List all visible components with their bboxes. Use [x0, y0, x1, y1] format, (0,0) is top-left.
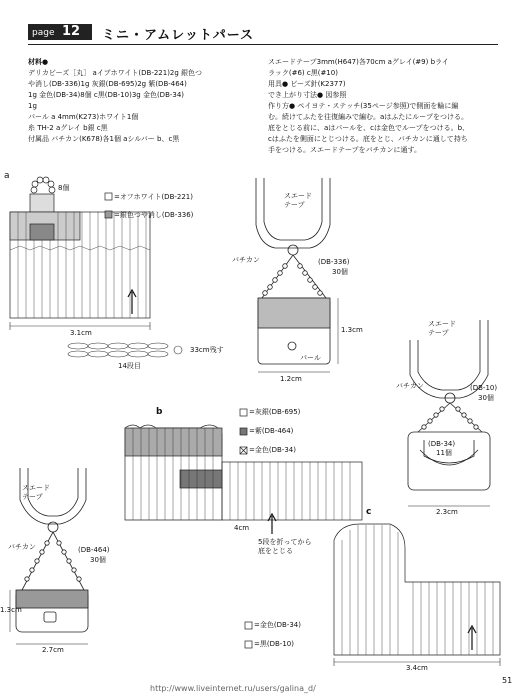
diagram-c2-bead-count: 30個 — [478, 394, 494, 402]
legend-c-2: =黒(DB-10) — [254, 640, 294, 648]
diagram-a-loop-count: 14段目 — [118, 362, 141, 370]
legend-swatch-c-black — [245, 641, 252, 648]
materials-left-line: や消し(DB-336)1g 灰銀(DB-695)2g 紫(DB-464) — [28, 80, 187, 88]
diagram-c-grid — [342, 525, 493, 655]
loop-detail-a — [68, 343, 182, 357]
materials-right-line: む。続けてふたを往復編みで編む。aはふたにループをつける。 — [268, 113, 468, 121]
diagram-a-loop-note: 33cm残す — [190, 346, 224, 354]
materials-right-line: 底をとじる前に、aはパールを、cは金色でループをつける。b、 — [268, 124, 470, 132]
page-number-header: 12 — [62, 24, 81, 39]
diagram-c2-inner-count: 11個 — [436, 449, 452, 457]
materials-left-line: 1g — [28, 102, 37, 110]
footer-url: http://www.liveinternet.ru/users/galina_d/ — [150, 684, 316, 693]
diagram-b2-width: 2.7cm — [42, 646, 64, 654]
diagram-a-width: 3.1cm — [70, 329, 92, 337]
diagram-a2-bead-count: 30個 — [332, 268, 348, 276]
materials-right-line: cはふたを側面にとじつける。底をとじ、バチカンに通して持ち — [268, 135, 468, 143]
materials-right-line: スエードテープ3mm(H647)各70cm aグレイ(#9) bライ — [268, 58, 449, 66]
diagram-b2-bead-ref: (DB-464) — [78, 546, 110, 554]
diagram-c2-bead-ref: (DB-10) — [470, 384, 498, 392]
materials-right-line: でき上がり寸法● 図参照 — [268, 91, 347, 99]
diagram-c-width: 3.4cm — [406, 664, 428, 672]
diagram-b2-bead-count: 30個 — [90, 556, 106, 564]
diagram-c2-bail: バチカン — [396, 382, 424, 390]
diagram-a2-height: 1.3cm — [341, 326, 363, 334]
legend-swatch-purple — [240, 428, 247, 435]
materials-right-line: 作り方● ペイヨテ・ステッチ(35ページ参照)で側面を輪に編 — [268, 102, 459, 110]
legend-b-2: =紫(DB-464) — [249, 427, 294, 435]
legend-swatch-offwhite — [105, 193, 112, 200]
diagram-c2-bag — [408, 320, 490, 506]
diagram-c2-width: 2.3cm — [436, 508, 458, 516]
diagram-b-note: 5段を折ってから 底をとじる — [258, 538, 312, 555]
legend-b-1: =灰銀(DB-695) — [249, 408, 301, 416]
bead-loop-a — [31, 177, 55, 193]
legend-a-2: =銀色つや消し(DB-336) — [114, 211, 194, 219]
legend-c-1: =金色(DB-34) — [254, 621, 301, 629]
materials-left-line: 材料● — [28, 58, 49, 66]
materials-left-line: 付属品 バチカン(K678)各1個 aシルバー b、c黒 — [28, 135, 180, 143]
diagram-a2-bail: バチカン — [232, 256, 260, 264]
diagram-a2-width: 1.2cm — [280, 375, 302, 383]
diagram-a-count-top: 8個 — [58, 184, 70, 192]
diagram-b2-tape: スエード テープ — [22, 484, 50, 501]
diagram-a2-bead-ref: (DB-336) — [318, 258, 350, 266]
materials-left-line: 1g 金色(DB-34)8個 c黒(DB-10)3g 金色(DB-34) — [28, 91, 185, 99]
materials-right-line: ラック(#6) c黒(#10) — [268, 69, 338, 77]
diagram-b-arrow — [268, 514, 276, 534]
diagram-b2-bail: バチカン — [8, 543, 36, 551]
legend-swatch-c-gold — [245, 622, 252, 629]
diagram-a-arrow — [128, 290, 136, 314]
materials-left-line: デリカビーズ［丸］ aイブホワイト(DB-221)2g 銀色つ — [28, 69, 203, 77]
diagram-c-arrow — [468, 626, 476, 650]
page-number: 51 — [502, 676, 513, 685]
diagram-a2-pearl: パール — [300, 354, 321, 362]
legend-swatch-silver-matte — [105, 211, 112, 218]
materials-right-line: 手をつける。スエードテープをバチカンに通す。 — [268, 146, 421, 154]
diagram-b-width: 4cm — [234, 524, 250, 532]
diagram-b-label: b — [156, 407, 163, 417]
materials-right-line: 用具● ビーズ針(K2377) — [268, 80, 346, 88]
diagram-b2-height: 1.3cm — [0, 606, 22, 614]
diagram-c-label: c — [366, 507, 372, 517]
legend-a-1: =オフホワイト(DB-221) — [114, 193, 193, 201]
legend-swatch-gray-silver — [240, 409, 247, 416]
materials-left-line: パール a 4mm(K273)ホワイト1個 — [28, 113, 139, 121]
diagram-c-chart — [334, 524, 500, 655]
materials-left-line: 糸 TH-2 aグレイ b銀 c黒 — [28, 124, 108, 132]
page-title: ミニ・アムレットパース — [102, 28, 255, 43]
diagram-a-label: a — [4, 171, 10, 181]
page-label: page — [32, 28, 55, 38]
diagram-c2-inner-ref: (DB-34) — [428, 440, 456, 448]
diagram-c2-tape: スエード テープ — [428, 320, 456, 337]
diagram-a2-tape: スエード テープ — [284, 192, 312, 209]
diagram-b-chart — [125, 425, 362, 520]
legend-b-3: =金色(DB-34) — [249, 446, 296, 454]
